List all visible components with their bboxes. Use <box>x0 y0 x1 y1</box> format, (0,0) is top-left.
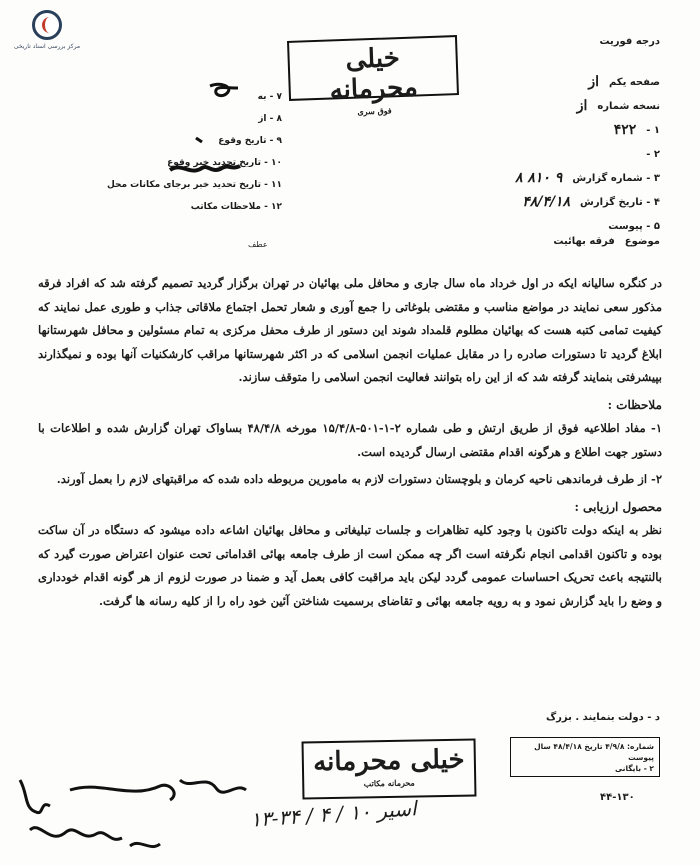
field-label: ۷ - به <box>257 92 282 102</box>
field-label: ۹ - تاریخ وقوع <box>218 136 282 146</box>
stamp-main-text: خیلی محرمانه <box>312 744 465 778</box>
field-row <box>430 118 660 142</box>
field-label: ۸ - از <box>258 114 282 124</box>
field-row <box>430 70 660 94</box>
field-row <box>430 166 660 190</box>
reference-note: عطف <box>248 240 268 249</box>
field-label: ۵ - پیوست <box>608 220 660 232</box>
page-number: ۴۴-۱۳۰ <box>600 792 635 803</box>
handwritten-date: ۱۳-۳۴ / ۴ / ۱۰ اسیر <box>249 796 418 832</box>
remarks-title: ملاحظات : <box>607 397 662 412</box>
field-value: از <box>576 98 588 114</box>
registry-line: شماره: ۴/۹/۸ تاریخ ۴۸/۴/۱۸ سال <box>534 742 654 751</box>
field-row <box>430 142 660 166</box>
field-label: صفحه یکم <box>608 76 660 88</box>
logo-text: مرکز بررسی اسناد تاریخی <box>13 43 81 50</box>
stamp-main-text: خیلی محرمانه <box>329 43 419 106</box>
subject-value: فرقه بهائیت <box>553 236 615 247</box>
field-label: ۴ - تاریخ گزارش <box>580 196 660 208</box>
field-row <box>430 190 660 214</box>
field-label: نسخه شماره <box>597 100 660 112</box>
registry-line: ۲ - بایگانی <box>615 764 654 773</box>
closing-line: د - دولت بنمایند . بزرگ <box>545 712 660 723</box>
subject-label: موضوع <box>624 236 660 247</box>
stamp-sub-text: محرمانه مکاتب <box>363 777 415 789</box>
report-body <box>38 272 662 617</box>
field-value: از <box>588 74 599 90</box>
field-value: ۴۲۲ <box>613 122 637 138</box>
urgency-label: درجه فوریت <box>599 36 660 47</box>
report-fields <box>430 70 660 238</box>
field-row <box>430 94 660 118</box>
archive-logo <box>12 10 82 58</box>
conclusion-title: محصول ارزیابی : <box>574 499 662 514</box>
report-date-value: ۴۸/۴/۱۸ <box>522 194 571 210</box>
field-row <box>430 214 660 238</box>
report-number-value: ۹ ۸۱۰ ۸ <box>514 170 563 186</box>
handwritten-scribble-icon <box>150 78 250 188</box>
remark-item: ۲- از طرف فرماندهی ناحیه کرمان و بلوچستان دستورات لازم به مامورین مربوطه داده شده که مراقبتهای لازم را بعمل آورند. <box>56 472 662 486</box>
field-label: ۳ - شماره گزارش <box>572 172 660 184</box>
conclusion-text: نظر به اینکه دولت تاکنون با وجود کلیه تظاهرات و جلسات تبلیغاتی و محافل بهائیان اشاعه داده میشود که دستگاه در آن ساکت بوده و تاکنون اقدامی انجام نگرفته است اگر چه ممکن است از طرف جامعه بهائی اقداماتی تحت عنوان اعتراض صورت گیرد که بالنتیجه باعث تحریک احساسات عمومی گردد لیکن باید مراقبت کافی بعمل آید و ضمنا در صورت لزوم از هر گونه اقدام خودداری و وضع را باید گزارش نمود و به رویه جامعه بهائی و تقاضای برسمیت شناختن آئین خود راه را از کلیه رسانه ها گرفت. <box>38 523 662 608</box>
field-label: ۱۲ - ملاحظات مکاتب <box>190 202 282 212</box>
registry-box <box>510 737 660 777</box>
field-row <box>52 196 282 218</box>
field-label: ۱۱ - تاریخ تحدید خبر برجای مکانات محل <box>106 180 282 190</box>
registry-line: پیوست <box>628 753 654 762</box>
field-label: ۱۰ - تاریخ تحدید خبر وقوع <box>167 158 282 168</box>
field-label: ۲ - <box>646 148 660 160</box>
archive-logo-icon <box>32 10 62 40</box>
subject-line <box>553 236 660 247</box>
body-paragraph: در کنگره سالیانه ایکه در اول خرداد ماه سال جاری و محافل ملی بهائیان در تهران برگزار گردید تصمیم گرفته شد که افراد فرقه مذکور سعی نمایند در مواضع مناسب و مقتضی بلوغاتی را جمع آوری و شعار تحمل اجتماع ملاقاتی جذاب و طوری عمل نمایند که کیفیت تمامی کتبه هست که بهائیان مطلوم قلمداد شوند این دستور از طرف محفل مرکزی به تمام مسئولین و محافل شهرستانها ابلاغ گردید تا دستورات صادره را در مقابل عملیات انجمن اسلامی که در اکثر شهرستانها مراقب کارشکنیات آنها بوده و نمیگذارند بپیشرفتی بنمایند گرفته شد که از این راه بتوانند فعالیت انجمن اسلامی را متوقف سازند. <box>38 276 662 384</box>
stamp-sub-text: فوق سری <box>357 105 392 117</box>
remark-item: ۱- مفاد اطلاعیه فوق از طریق ارتش و طی شماره ۲-۱-۵۰۱-۱۵/۴/۸ مورخه ۴۸/۴/۸ بساواک تهران گزارش شده و اطلاعات با دستور جهت اطلاع و هرگونه اقدام مقتضی ارسال گردیده است. <box>38 421 663 459</box>
field-label: ۱ - <box>646 124 660 136</box>
